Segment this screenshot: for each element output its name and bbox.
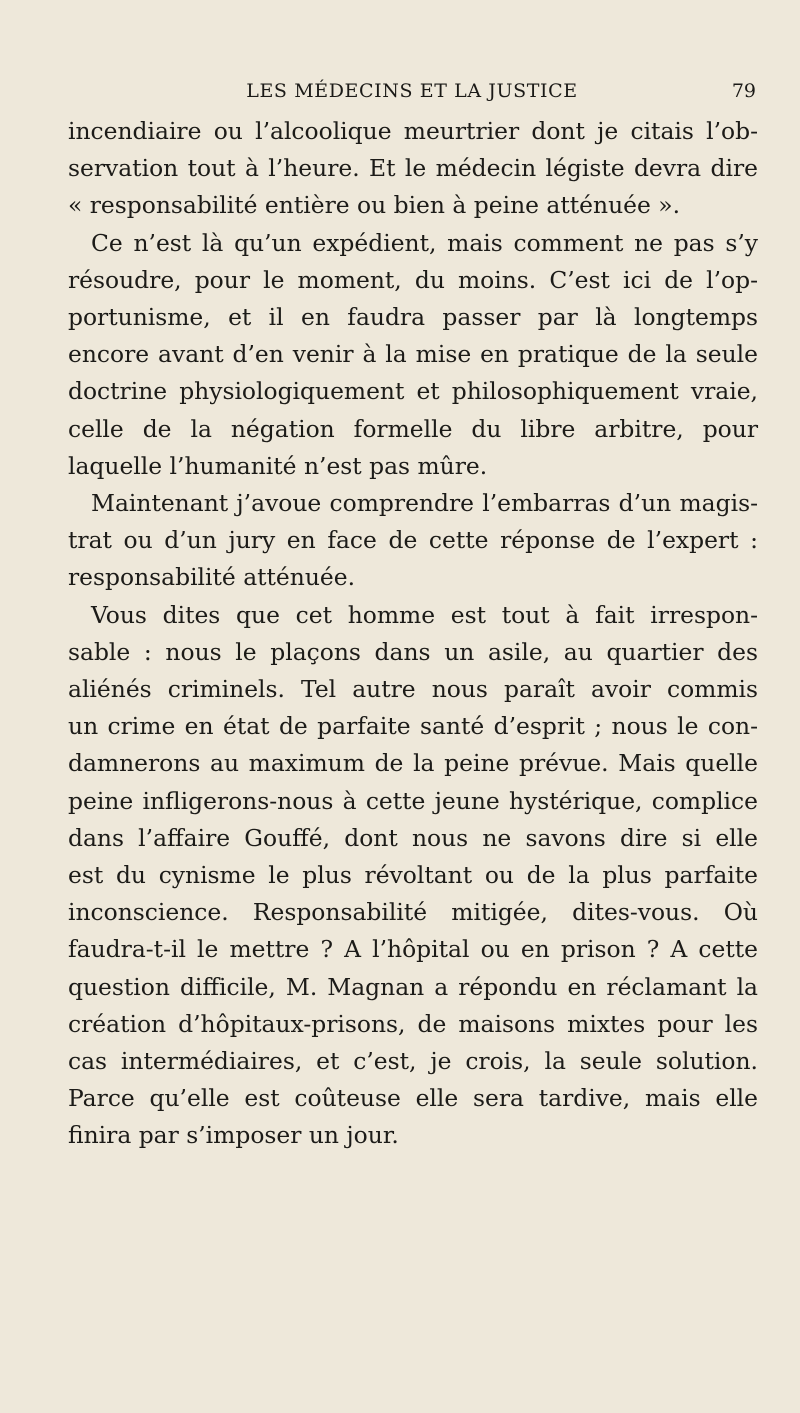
- text-line: question difficile, M. Magnan a répondu en réclamant la: [68, 972, 758, 1001]
- text-line: un crime en état de parfaite santé d’esprit ; nous le con-: [68, 712, 758, 741]
- text-line: damnerons au maximum de la peine prévue. Mais quelle: [68, 749, 758, 778]
- text-line: celle de la négation formelle du libre arbitre, pour: [68, 414, 758, 443]
- text-line: trat ou d’un jury en face de cette réponse de l’expert :: [68, 526, 758, 555]
- text-line: finira par s’imposer un jour.: [68, 1121, 399, 1150]
- page-number: 79: [731, 80, 756, 102]
- text-line: responsabilité atténuée.: [68, 563, 356, 592]
- text-line: Vous dites que cet homme est tout à fait irrespon-: [91, 600, 758, 629]
- text-line: servation tout à l’heure. Et le médecin légiste devra dire: [68, 154, 758, 183]
- text-line: portunisme, et il en faudra passer par là longtemps: [68, 303, 758, 332]
- text-line: création d’hôpitaux-prisons, de maisons mixtes pour les: [68, 1009, 758, 1038]
- text-line: laquelle l’humanité n’est pas mûre.: [68, 451, 488, 480]
- text-line: aliénés criminels. Tel autre nous paraît avoir commis: [68, 675, 758, 704]
- text-line: dans l’affaire Gouffé, dont nous ne savons dire si elle: [68, 823, 758, 852]
- text-line: encore avant d’en venir à la mise en pratique de la seule: [68, 340, 758, 369]
- text-line: sable : nous le plaçons dans un asile, au quartier des: [68, 637, 758, 666]
- text-line: doctrine physiologiquement et philosophiquement vraie,: [68, 377, 758, 406]
- text-line: inconscience. Responsabilité mitigée, dites-vous. Où: [68, 898, 758, 927]
- text-line: peine infligerons-nous à cette jeune hystérique, complice: [68, 786, 758, 815]
- text-line: Ce n’est là qu’un expédient, mais comment ne pas s’y: [91, 228, 758, 257]
- text-line: Parce qu’elle est coûteuse elle sera tardive, mais elle: [68, 1084, 758, 1113]
- text-line: faudra-t-il le mettre ? A l’hôpital ou en prison ? A cette: [68, 935, 758, 964]
- text-line: cas intermédiaires, et c’est, je crois, la seule solution.: [68, 1047, 758, 1076]
- running-head: [68, 80, 756, 108]
- text-line: est du cynisme le plus révoltant ou de la plus parfaite: [68, 861, 758, 890]
- body-text: [68, 113, 758, 1155]
- running-head-title: LES MÉDECINS ET LA JUSTICE: [246, 80, 578, 102]
- text-line: incendiaire ou l’alcoolique meurtrier dont je citais l’ob-: [68, 117, 758, 145]
- text-line: « responsabilité entière ou bien à peine atténuée ».: [68, 191, 681, 220]
- text-line: Maintenant j’avoue comprendre l’embarras d’un magis-: [91, 489, 758, 518]
- text-line: résoudre, pour le moment, du moins. C’est ici de l’op-: [68, 265, 758, 294]
